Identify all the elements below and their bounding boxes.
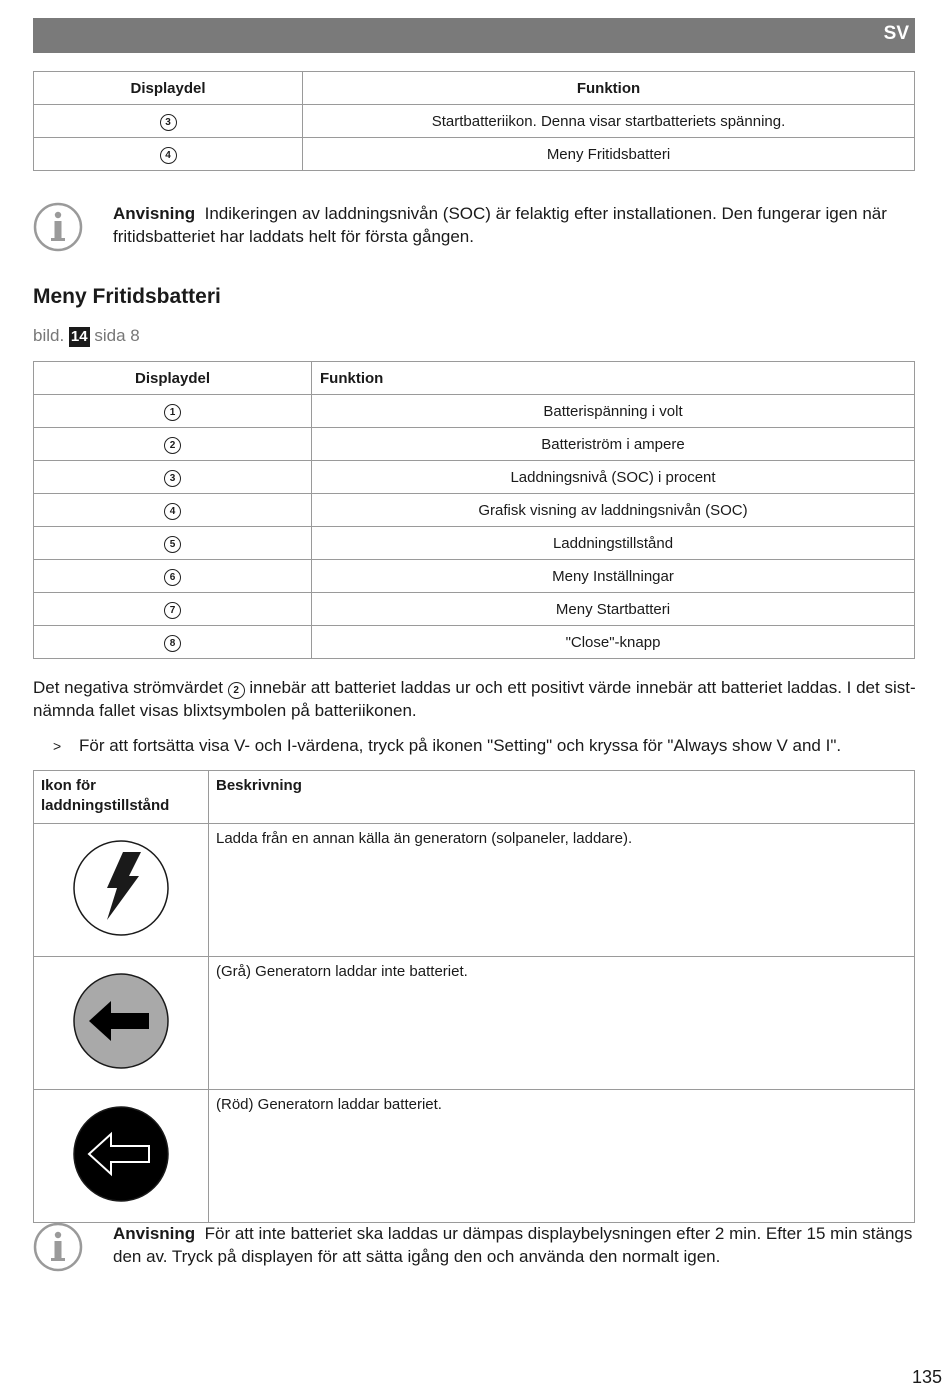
- page-number: 135: [911, 1367, 942, 1387]
- table-row: [34, 461, 915, 494]
- note-text: Indikeringen av laddningsnivån (SOC) är felaktig efter installationen. Den fungerar igen när fritidsbatteriet har laddats helt för första gången.: [113, 204, 887, 246]
- ref-suffix: sida 8: [94, 326, 140, 345]
- table-cell: (Grå) Generatorn laddar inte batteriet.: [209, 957, 915, 1090]
- table3-header-description: Beskrivning: [209, 771, 915, 824]
- number-marker: 4: [160, 147, 177, 164]
- instruction-bullet: [53, 736, 841, 756]
- number-marker: 1: [164, 404, 181, 421]
- number-marker: 5: [164, 536, 181, 553]
- number-marker: 3: [164, 470, 181, 487]
- section-title: Meny Fritidsbatteri: [33, 285, 221, 308]
- lightning-icon: [71, 838, 171, 938]
- arrow-left-grey-icon: [71, 971, 171, 1071]
- number-marker: 8: [164, 635, 181, 652]
- table3-header-icon: Ikon för laddningstillstånd: [34, 771, 209, 824]
- table-cell: Laddningsnivå (SOC) i procent: [312, 461, 915, 494]
- table-row: [34, 138, 915, 171]
- table2-header-display: Displaydel: [34, 362, 312, 395]
- table-row: [34, 527, 915, 560]
- language-header-bar: [33, 18, 915, 53]
- info-icon: [33, 202, 83, 252]
- table-row: [34, 626, 915, 659]
- table-cell: Startbatteriikon. Denna visar startbatteriets spänning.: [303, 105, 915, 138]
- table2-header-function: Funktion: [312, 362, 915, 395]
- table1-header-display: Displaydel: [34, 72, 303, 105]
- table-cell: Meny Inställningar: [312, 560, 915, 593]
- table1-header-function: Funktion: [303, 72, 915, 105]
- bullet-text: För att fortsätta visa V- och I-värdena, tryck på ikonen "Setting" och kryssa för "Always show V and I".: [79, 736, 842, 755]
- note-label: Anvisning: [113, 204, 196, 223]
- language-code: SV: [883, 23, 909, 44]
- number-marker: 7: [164, 602, 181, 619]
- table-cell: Meny Startbatteri: [312, 593, 915, 626]
- figure-reference: [33, 326, 140, 347]
- bullet-marker: >: [53, 738, 62, 754]
- table-cell: Batterispänning i volt: [312, 395, 915, 428]
- number-marker: 2: [228, 682, 245, 699]
- table-row: [34, 824, 915, 957]
- note-label: Anvisning: [113, 1224, 196, 1243]
- note-text: För att inte batteriet ska laddas ur dämpas displaybelysningen efter 2 min. Efter 15 min stängs den av. Tryck på displayen för att sätta igång den och använda den normalt igen.: [113, 1224, 913, 1266]
- arrow-left-black-icon: [71, 1104, 171, 1204]
- table-cell: Grafisk visning av laddningsnivån (SOC): [312, 494, 915, 527]
- table-row: [34, 957, 915, 1090]
- table-row: [34, 494, 915, 527]
- table-row: [34, 395, 915, 428]
- paragraph-text-after: innebär att batteriet laddas ur och ett positivt värde innebär att batteriet laddas. I det sist-nämnda fallet visas blixtsymbolen på batteriikonen.: [33, 678, 916, 720]
- ref-prefix: bild.: [33, 326, 65, 345]
- table-row: [34, 560, 915, 593]
- number-marker: 3: [160, 114, 177, 131]
- table-row: [34, 428, 915, 461]
- number-marker: 6: [164, 569, 181, 586]
- display-parts-table-2: [33, 361, 915, 659]
- table-row: [34, 1090, 915, 1223]
- table-cell: Ladda från en annan källa än generatorn (solpaneler, laddare).: [209, 824, 915, 957]
- number-marker: 4: [164, 503, 181, 520]
- table-cell: "Close"-knapp: [312, 626, 915, 659]
- figure-number-badge: 14: [70, 328, 88, 345]
- number-marker: 2: [164, 437, 181, 454]
- table-row: [34, 593, 915, 626]
- info-icon: [33, 1222, 83, 1272]
- table-cell: Meny Fritidsbatteri: [303, 138, 915, 171]
- charge-state-icon-table: [33, 770, 915, 1223]
- table-row: [34, 105, 915, 138]
- table-cell: Batteriström i ampere: [312, 428, 915, 461]
- table-cell: (Röd) Generatorn laddar batteriet.: [209, 1090, 915, 1223]
- display-parts-table-1: [33, 71, 915, 171]
- explanation-paragraph: [33, 676, 918, 722]
- table-cell: Laddningstillstånd: [312, 527, 915, 560]
- paragraph-text-before: Det negativa strömvärdet: [33, 678, 223, 697]
